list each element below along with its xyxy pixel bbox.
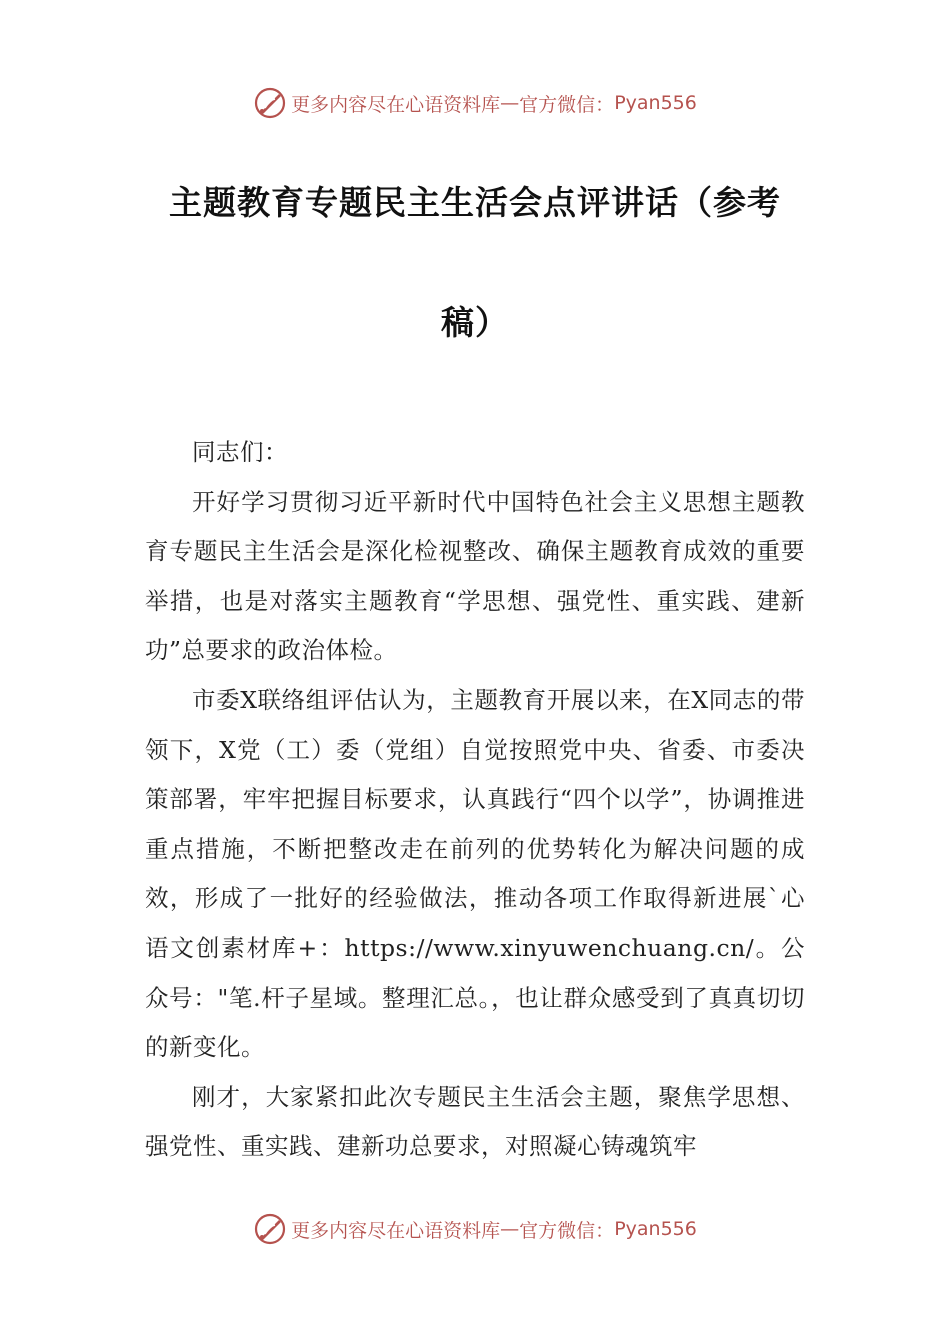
paragraph-2: 市委X联络组评估认为，主题教育开展以来，在X同志的带领下，X党（工）委（党组）自觉按照党中央、省委、市委决策部署，牢牢把握目标要求，认真践行“四个以学”，协调推进重点措施，不断把整改走在前列的优势转化为解决问题的成效，形成了一批好的经验做法，推动各项工作取得新进展`心语文创素材库+：https://www.xinyuwenchuang.cn/。公众号："笔.杆子星域。整理汇总。，也让群众感受到了真真切切的新变化。 <box>145 685 805 1062</box>
document-title-line1: 主题教育专题民主生活会点评讲话（参考 <box>169 183 781 222</box>
banner-wechat-label: 官方微信： <box>519 1219 615 1242</box>
paragraph-3: 刚才，大家紧扣此次专题民主生活会主题，聚焦学思想、强党性、重实践、建新功总要求，对照凝心铸魂筑牢 <box>145 1082 805 1161</box>
quill-seal-logo-icon <box>253 86 287 120</box>
quill-seal-logo-icon <box>253 1212 287 1246</box>
banner-dash: — <box>500 1218 520 1240</box>
banner-wechat-id: Pyan556 <box>614 1218 697 1240</box>
greeting: 同志们： <box>192 438 288 466</box>
banner-brand: 更多内容尽在心语资料库 <box>291 1219 501 1242</box>
banner-wechat-label: 官方微信： <box>519 93 615 116</box>
footer-banner <box>0 1212 950 1246</box>
document-title-line2: 稿） <box>441 303 509 342</box>
paragraph-1: 开好学习贯彻习近平新时代中国特色社会主义思想主题教育专题民主生活会是深化检视整改、确保主题教育成效的重要举措，也是对落实主题教育“学思想、强党性、重实践、建新功”总要求的政治体检。 <box>145 487 805 665</box>
banner-dash: — <box>500 92 520 114</box>
banner-wechat-id: Pyan556 <box>614 92 697 114</box>
header-banner <box>0 86 950 120</box>
banner-brand: 更多内容尽在心语资料库 <box>291 93 501 116</box>
document-body <box>145 428 805 1172</box>
